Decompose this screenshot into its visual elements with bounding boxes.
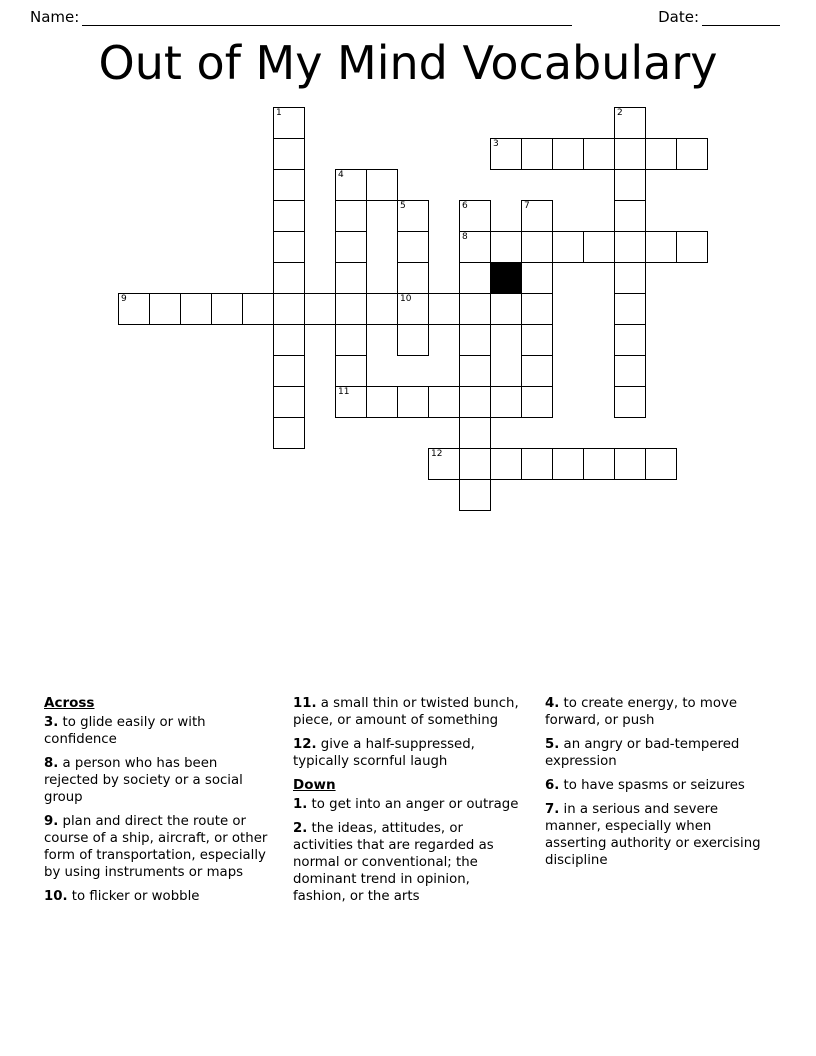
- grid-cell[interactable]: [273, 169, 305, 201]
- clues-column-2: [293, 695, 521, 912]
- grid-cell[interactable]: [459, 448, 491, 480]
- grid-cell[interactable]: [397, 324, 429, 356]
- grid-cell[interactable]: [521, 200, 553, 232]
- grid-cell-blocked: [490, 262, 522, 294]
- grid-cell[interactable]: [335, 200, 367, 232]
- clue-text: to glide easily or with confidence: [44, 715, 206, 748]
- grid-cell[interactable]: [614, 324, 646, 356]
- clue-text: give a half-suppressed, typically scornful laugh: [293, 737, 475, 770]
- name-field-group: [30, 8, 572, 26]
- grid-cell[interactable]: [490, 386, 522, 418]
- grid-cell[interactable]: [273, 324, 305, 356]
- grid-cell[interactable]: [273, 417, 305, 449]
- grid-cell[interactable]: [366, 386, 398, 418]
- grid-cell[interactable]: [614, 386, 646, 418]
- grid-cell-number: 7: [524, 200, 530, 211]
- grid-cell-number: 4: [338, 169, 344, 180]
- grid-cell[interactable]: [521, 231, 553, 263]
- grid-cell[interactable]: [242, 293, 274, 325]
- grid-cell[interactable]: [583, 231, 615, 263]
- clue-down-5: [545, 736, 767, 770]
- name-label: Name:: [30, 8, 80, 26]
- grid-cell[interactable]: [366, 293, 398, 325]
- clue-across-3: [44, 714, 269, 748]
- grid-cell-number: 2: [617, 107, 623, 118]
- grid-cell[interactable]: [118, 293, 150, 325]
- grid-cell[interactable]: [180, 293, 212, 325]
- grid-cell-number: 5: [400, 200, 406, 211]
- clue-down-6: [545, 777, 767, 794]
- grid-cell[interactable]: [614, 262, 646, 294]
- grid-cell[interactable]: [273, 262, 305, 294]
- grid-cell-number: 8: [462, 231, 468, 242]
- grid-cell[interactable]: [335, 231, 367, 263]
- clue-down-4: [545, 695, 767, 729]
- clue-text: to create energy, to move forward, or push: [545, 696, 738, 729]
- grid-cell[interactable]: [428, 293, 460, 325]
- grid-cell-number: 11: [338, 386, 350, 397]
- grid-cell[interactable]: [521, 386, 553, 418]
- clues-column-1: [44, 695, 269, 912]
- grid-cell[interactable]: [614, 448, 646, 480]
- grid-cell[interactable]: [459, 262, 491, 294]
- clue-down-2: [293, 820, 521, 905]
- grid-cell[interactable]: [459, 386, 491, 418]
- clue-number: 7.: [545, 802, 560, 818]
- grid-cell[interactable]: [335, 324, 367, 356]
- grid-cell[interactable]: [583, 138, 615, 170]
- grid-cell[interactable]: [397, 262, 429, 294]
- grid-cell[interactable]: [490, 448, 522, 480]
- grid-cell[interactable]: [521, 293, 553, 325]
- name-date-row: [0, 0, 816, 26]
- date-field-group: [658, 8, 780, 26]
- grid-cell[interactable]: [521, 448, 553, 480]
- grid-cell[interactable]: [552, 448, 584, 480]
- grid-cell[interactable]: [366, 169, 398, 201]
- grid-cell[interactable]: [614, 200, 646, 232]
- grid-cell[interactable]: [521, 262, 553, 294]
- grid-cell[interactable]: [614, 355, 646, 387]
- clue-number: 10.: [44, 889, 68, 905]
- clues-section: [44, 695, 774, 912]
- clue-text: plan and direct the route or course of a ship, aircraft, or other form of transportation, especially by using instruments or maps: [44, 814, 268, 881]
- clue-number: 11.: [293, 696, 317, 711]
- grid-cell[interactable]: [428, 448, 460, 480]
- grid-cell-number: 12: [431, 448, 443, 459]
- clue-text: to flicker or wobble: [71, 889, 200, 905]
- clue-number: 5.: [545, 737, 560, 753]
- across-heading: Across: [44, 695, 95, 711]
- grid-cell[interactable]: [149, 293, 181, 325]
- grid-cell[interactable]: [397, 231, 429, 263]
- grid-cell[interactable]: [335, 262, 367, 294]
- clue-number: 4.: [545, 696, 560, 711]
- grid-cell[interactable]: [459, 231, 491, 263]
- grid-cell[interactable]: [273, 200, 305, 232]
- grid-cell[interactable]: [676, 231, 708, 263]
- name-input-line[interactable]: [82, 14, 572, 26]
- grid-cell[interactable]: [273, 138, 305, 170]
- grid-cell-number: 9: [121, 293, 127, 304]
- date-label: Date:: [658, 8, 699, 26]
- grid-cell[interactable]: [397, 293, 429, 325]
- clue-number: 8.: [44, 756, 59, 772]
- clue-across-11: [293, 695, 521, 729]
- grid-cell[interactable]: [614, 231, 646, 263]
- grid-cell[interactable]: [273, 107, 305, 139]
- grid-cell[interactable]: [459, 200, 491, 232]
- date-input-line[interactable]: [702, 14, 780, 26]
- grid-cell[interactable]: [459, 417, 491, 449]
- down-heading: Down: [293, 777, 336, 794]
- grid-cell[interactable]: [273, 355, 305, 387]
- grid-cell[interactable]: [211, 293, 243, 325]
- clue-text: in a serious and severe manner, especially when asserting authority or exercising discipline: [545, 802, 761, 869]
- grid-cell[interactable]: [335, 386, 367, 418]
- grid-cell[interactable]: [273, 386, 305, 418]
- grid-cell[interactable]: [614, 107, 646, 139]
- clue-number: 2.: [293, 821, 308, 837]
- clue-number: 9.: [44, 814, 59, 830]
- clue-number: 6.: [545, 778, 560, 794]
- grid-cell[interactable]: [304, 293, 336, 325]
- crossword-grid[interactable]: [0, 107, 816, 577]
- clue-text: an angry or bad-tempered expression: [545, 737, 740, 770]
- grid-cell[interactable]: [459, 324, 491, 356]
- grid-cell[interactable]: [552, 231, 584, 263]
- grid-cell[interactable]: [645, 231, 677, 263]
- clue-text: a person who has been rejected by society or a social group: [44, 756, 243, 806]
- grid-cell[interactable]: [521, 138, 553, 170]
- grid-cell[interactable]: [521, 324, 553, 356]
- grid-cell[interactable]: [583, 448, 615, 480]
- grid-cell[interactable]: [490, 293, 522, 325]
- clue-number: 12.: [293, 737, 317, 753]
- grid-cell[interactable]: [490, 231, 522, 263]
- clue-text: the ideas, attitudes, or activities that are regarded as normal or conventional; the dominant trend in opinion, fashion, or the arts: [293, 821, 494, 905]
- grid-cell[interactable]: [335, 169, 367, 201]
- grid-cell[interactable]: [428, 386, 460, 418]
- clue-text: to have spasms or seizures: [563, 778, 745, 794]
- clue-across-9: [44, 813, 269, 881]
- clue-across-10: [44, 888, 269, 905]
- grid-cell[interactable]: [273, 293, 305, 325]
- grid-cell[interactable]: [614, 293, 646, 325]
- clue-across-12: [293, 736, 521, 770]
- clue-down-1: [293, 796, 521, 813]
- grid-cell[interactable]: [490, 138, 522, 170]
- page-title: Out of My Mind Vocabulary: [98, 36, 718, 90]
- grid-cell[interactable]: [614, 138, 646, 170]
- grid-cell[interactable]: [645, 138, 677, 170]
- clue-number: 3.: [44, 715, 59, 731]
- grid-cell[interactable]: [335, 293, 367, 325]
- grid-cell-number: 10: [400, 293, 412, 304]
- clue-across-8: [44, 755, 269, 806]
- grid-cell[interactable]: [459, 479, 491, 511]
- grid-cell[interactable]: [676, 138, 708, 170]
- clue-text: a small thin or twisted bunch, piece, or amount of something: [293, 696, 519, 729]
- clue-down-7: [545, 801, 767, 869]
- grid-cell[interactable]: [552, 138, 584, 170]
- grid-cell[interactable]: [273, 231, 305, 263]
- grid-cell[interactable]: [397, 200, 429, 232]
- grid-cell[interactable]: [397, 386, 429, 418]
- grid-cell[interactable]: [459, 355, 491, 387]
- clues-column-3: [545, 695, 767, 912]
- clue-number: 1.: [293, 797, 308, 813]
- grid-cell[interactable]: [335, 355, 367, 387]
- grid-cell[interactable]: [614, 169, 646, 201]
- grid-cell-number: 3: [493, 138, 499, 149]
- grid-cell[interactable]: [459, 293, 491, 325]
- clue-text: to get into an anger or outrage: [311, 797, 519, 813]
- grid-cell[interactable]: [521, 355, 553, 387]
- grid-cell-number: 6: [462, 200, 468, 211]
- grid-cell[interactable]: [645, 448, 677, 480]
- grid-cell-number: 1: [276, 107, 282, 118]
